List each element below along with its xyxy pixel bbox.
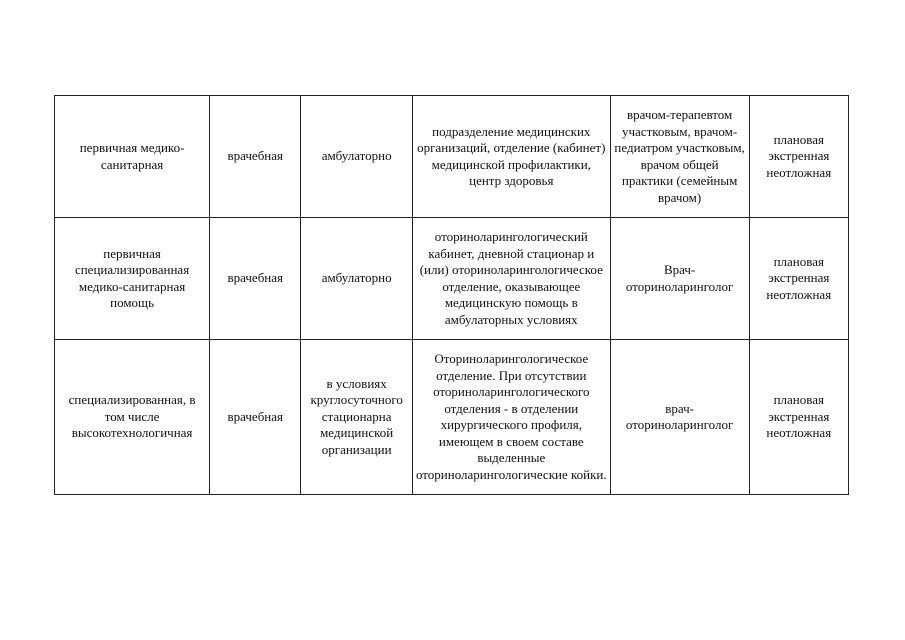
specialist-cell: [610, 340, 749, 495]
care-kind-cell: [210, 96, 301, 218]
conditions-text: в условиях круглосуточного стационарна медицинской организации: [310, 375, 403, 457]
care-type-cell: [55, 340, 210, 495]
care-type-text: первичная медико-санитарная: [79, 140, 185, 172]
care-type-text: первичная специализированная медико-санитарная помощь: [74, 245, 190, 310]
care-kind-cell: [210, 340, 301, 495]
form-text: плановая экстренная неотложная: [766, 392, 832, 441]
care-type-cell: [55, 96, 210, 218]
care-type-cell: [55, 218, 210, 340]
conditions-cell: [301, 340, 413, 495]
table-row: [55, 340, 849, 495]
medical-care-table: [54, 95, 849, 495]
specialist-cell: [610, 218, 749, 340]
care-kind-cell: [210, 218, 301, 340]
specialist-text: врачом-терапевтом участковым, врачом-педиатром участковым, врачом общей практики (семейным врачом): [614, 107, 745, 205]
form-cell: [749, 340, 848, 495]
form-text: плановая экстренная неотложная: [766, 131, 832, 180]
form-text: плановая экстренная неотложная: [766, 253, 832, 302]
care-kind-text: врачебная: [227, 270, 284, 286]
conditions-text: амбулаторно: [321, 148, 392, 164]
conditions-cell: [301, 218, 413, 340]
specialist-text: Врач-оториноларинголог: [625, 262, 734, 294]
care-kind-text: врачебная: [227, 408, 284, 424]
units-text: подразделение медицинских организаций, отделение (кабинет) медицинской профилактики, центр здоровья: [417, 123, 606, 188]
form-cell: [749, 96, 848, 218]
specialist-cell: [610, 96, 749, 218]
conditions-text: амбулаторно: [321, 270, 392, 286]
specialist-text: врач-оториноларинголог: [625, 400, 734, 432]
table-row: [55, 96, 849, 218]
units-text: оториноларингологический кабинет, дневной стационар и (или) оториноларингологическое отделение, оказывающее медицинскую помощь в амбулаторных условиях: [419, 229, 603, 327]
care-kind-text: врачебная: [227, 148, 284, 164]
table-row: [55, 218, 849, 340]
form-cell: [749, 218, 848, 340]
units-cell: [412, 218, 610, 340]
units-cell: [412, 96, 610, 218]
units-cell: [412, 340, 610, 495]
care-type-text: специализированная, в том числе высокотехнологичная: [68, 392, 196, 441]
conditions-cell: [301, 96, 413, 218]
units-text: Оториноларингологическое отделение. При отсутствии оториноларингологического отделения - в отделении хирургического профиля, имеющем в своем составе выделенные оториноларингологические койки.: [415, 351, 607, 482]
